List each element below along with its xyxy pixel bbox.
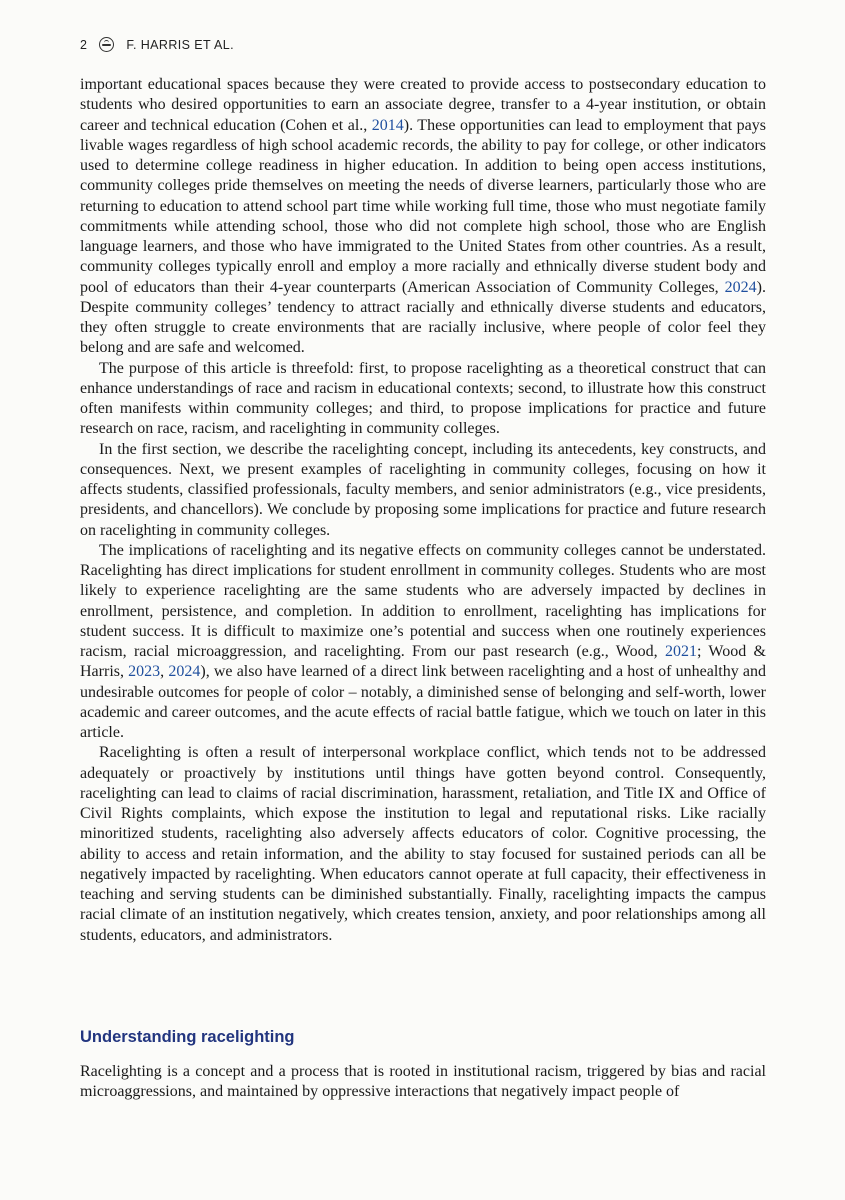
paragraph-4 [80,541,766,744]
paragraph-1 [80,75,766,359]
section-heading: Understanding racelighting [80,1028,295,1046]
citation-link-aacc-2024[interactable]: 2024 [724,278,757,296]
page-number: 2 [80,37,88,52]
paragraph-1-text-c: ). Despite community colleges’ tendency to attract racially and ethnically diverse students and educators, they often struggle to create environments that are racially inclusive, where people of color feel they belong and are safe and welcomed. [80,278,766,357]
body-text [80,75,766,946]
paragraph-4-text-c: , [160,663,169,681]
citation-link-wood-2021[interactable]: 2021 [664,643,697,660]
citation-link-cohen-2014[interactable]: 2014 [371,116,404,134]
citation-link-wood-harris-2023[interactable]: 2023 [128,663,161,681]
paragraph-3: In the first section, we describe the racelighting concept, including its antecedents, key constructs, and consequences. Next, we present examples of racelighting in community colleges, focusing on how it affects students, classified professionals, faculty members, and senior administrators (e.g., vice presidents, presidents, and chancellors). We conclude by proposing some implications for practice and future research on racelighting in community colleges. [80,440,766,539]
paragraph-4-text-a: The implications of racelighting and its negative effects on community colleges cannot be understated. Racelighting has direct implications for student enrollment in community colleges. Students who are most likely to experience racelighting are the same students who are adversely impacted by declines in enrollment, persistence, and completion. In addition to enrollment, racelighting has implications for student success. It is difficult to maximize one’s potential and success when one routinely experiences racism, racial microaggression, and racelighting. From our past research (e.g., Wood, [80,541,766,660]
citation-link-wood-harris-2024[interactable]: 2024 [168,663,201,681]
paragraph-4-text-b: ; Wood & Harris, [80,643,767,681]
section-paragraph: Racelighting is a concept and a process that is rooted in institutional racism, triggered by bias and racial microaggressions, and maintained by oppressive interactions that negatively impact people of [80,1063,766,1101]
running-head-authors: F. HARRIS ET AL. [126,37,234,52]
paragraph-1-text-a: important educational spaces because they were created to provide access to postsecondary education to students who desired opportunities to earn an associate degree, transfer to a 4-year institution, or obtain career and technical education (Cohen et al., [80,76,766,134]
publisher-logo-icon [99,37,114,52]
paragraph-4-text-d: ), we also have learned of a direct link between racelighting and a host of unhealthy and undesirable outcomes for people of color – notably, a diminished sense of belonging and self-worth, lower academic and career outcomes, and the acute effects of racial battle fatigue, which we touch on later in this article. [80,663,767,741]
paragraph-1-text-b: ). These opportunities can lead to employment that pays livable wages regardless of high school academic records, the ability to pay for college, or other indicators used to determine college readiness in higher education. In addition to being open access institutions, community colleges pride themselves on meeting the needs of diverse learners, particularly those who are returning to education to attend school part time while working full time, those who must negotiate family commitments while attending school, those who did not complete high school, those who are English language learners, and those who have immigrated to the United States from other countries. As a result, community colleges typically enroll and employ a more racially and ethnically diverse student body and pool of educators than their 4-year counterparts (American Association of Community Colleges, [80,116,767,296]
paragraph-5: Racelighting is often a result of interpersonal workplace conflict, which tends not to be addressed adequately or proactively by institutions until things have gotten beyond control. Consequently, racelighting can lead to claims of racial discrimination, harassment, retaliation, and Title IX and Office of Civil Rights complaints, which expose the institution to legal and reputational risks. Like racially minoritized students, racelighting also adversely affects educators of color. Cognitive processing, the ability to access and retain information, and the ability to stay focused for sustained periods can all be negatively impacted by racelighting. When educators cannot operate at full capacity, their effectiveness in teaching and serving students can be diminished substantially. Finally, racelighting impacts the campus racial climate of an institution negatively, which creates tension, anxiety, and poor relationships among all students, educators, and administrators. [80,744,766,944]
running-head [80,37,234,52]
paragraph-2: The purpose of this article is threefold: first, to propose racelighting as a theoretical construct that can enhance understandings of race and racism in educational contexts; second, to illustrate how this construct often manifests within community colleges; and third, to propose implications for practice and future research on race, racism, and racelighting in community colleges. [80,359,766,438]
